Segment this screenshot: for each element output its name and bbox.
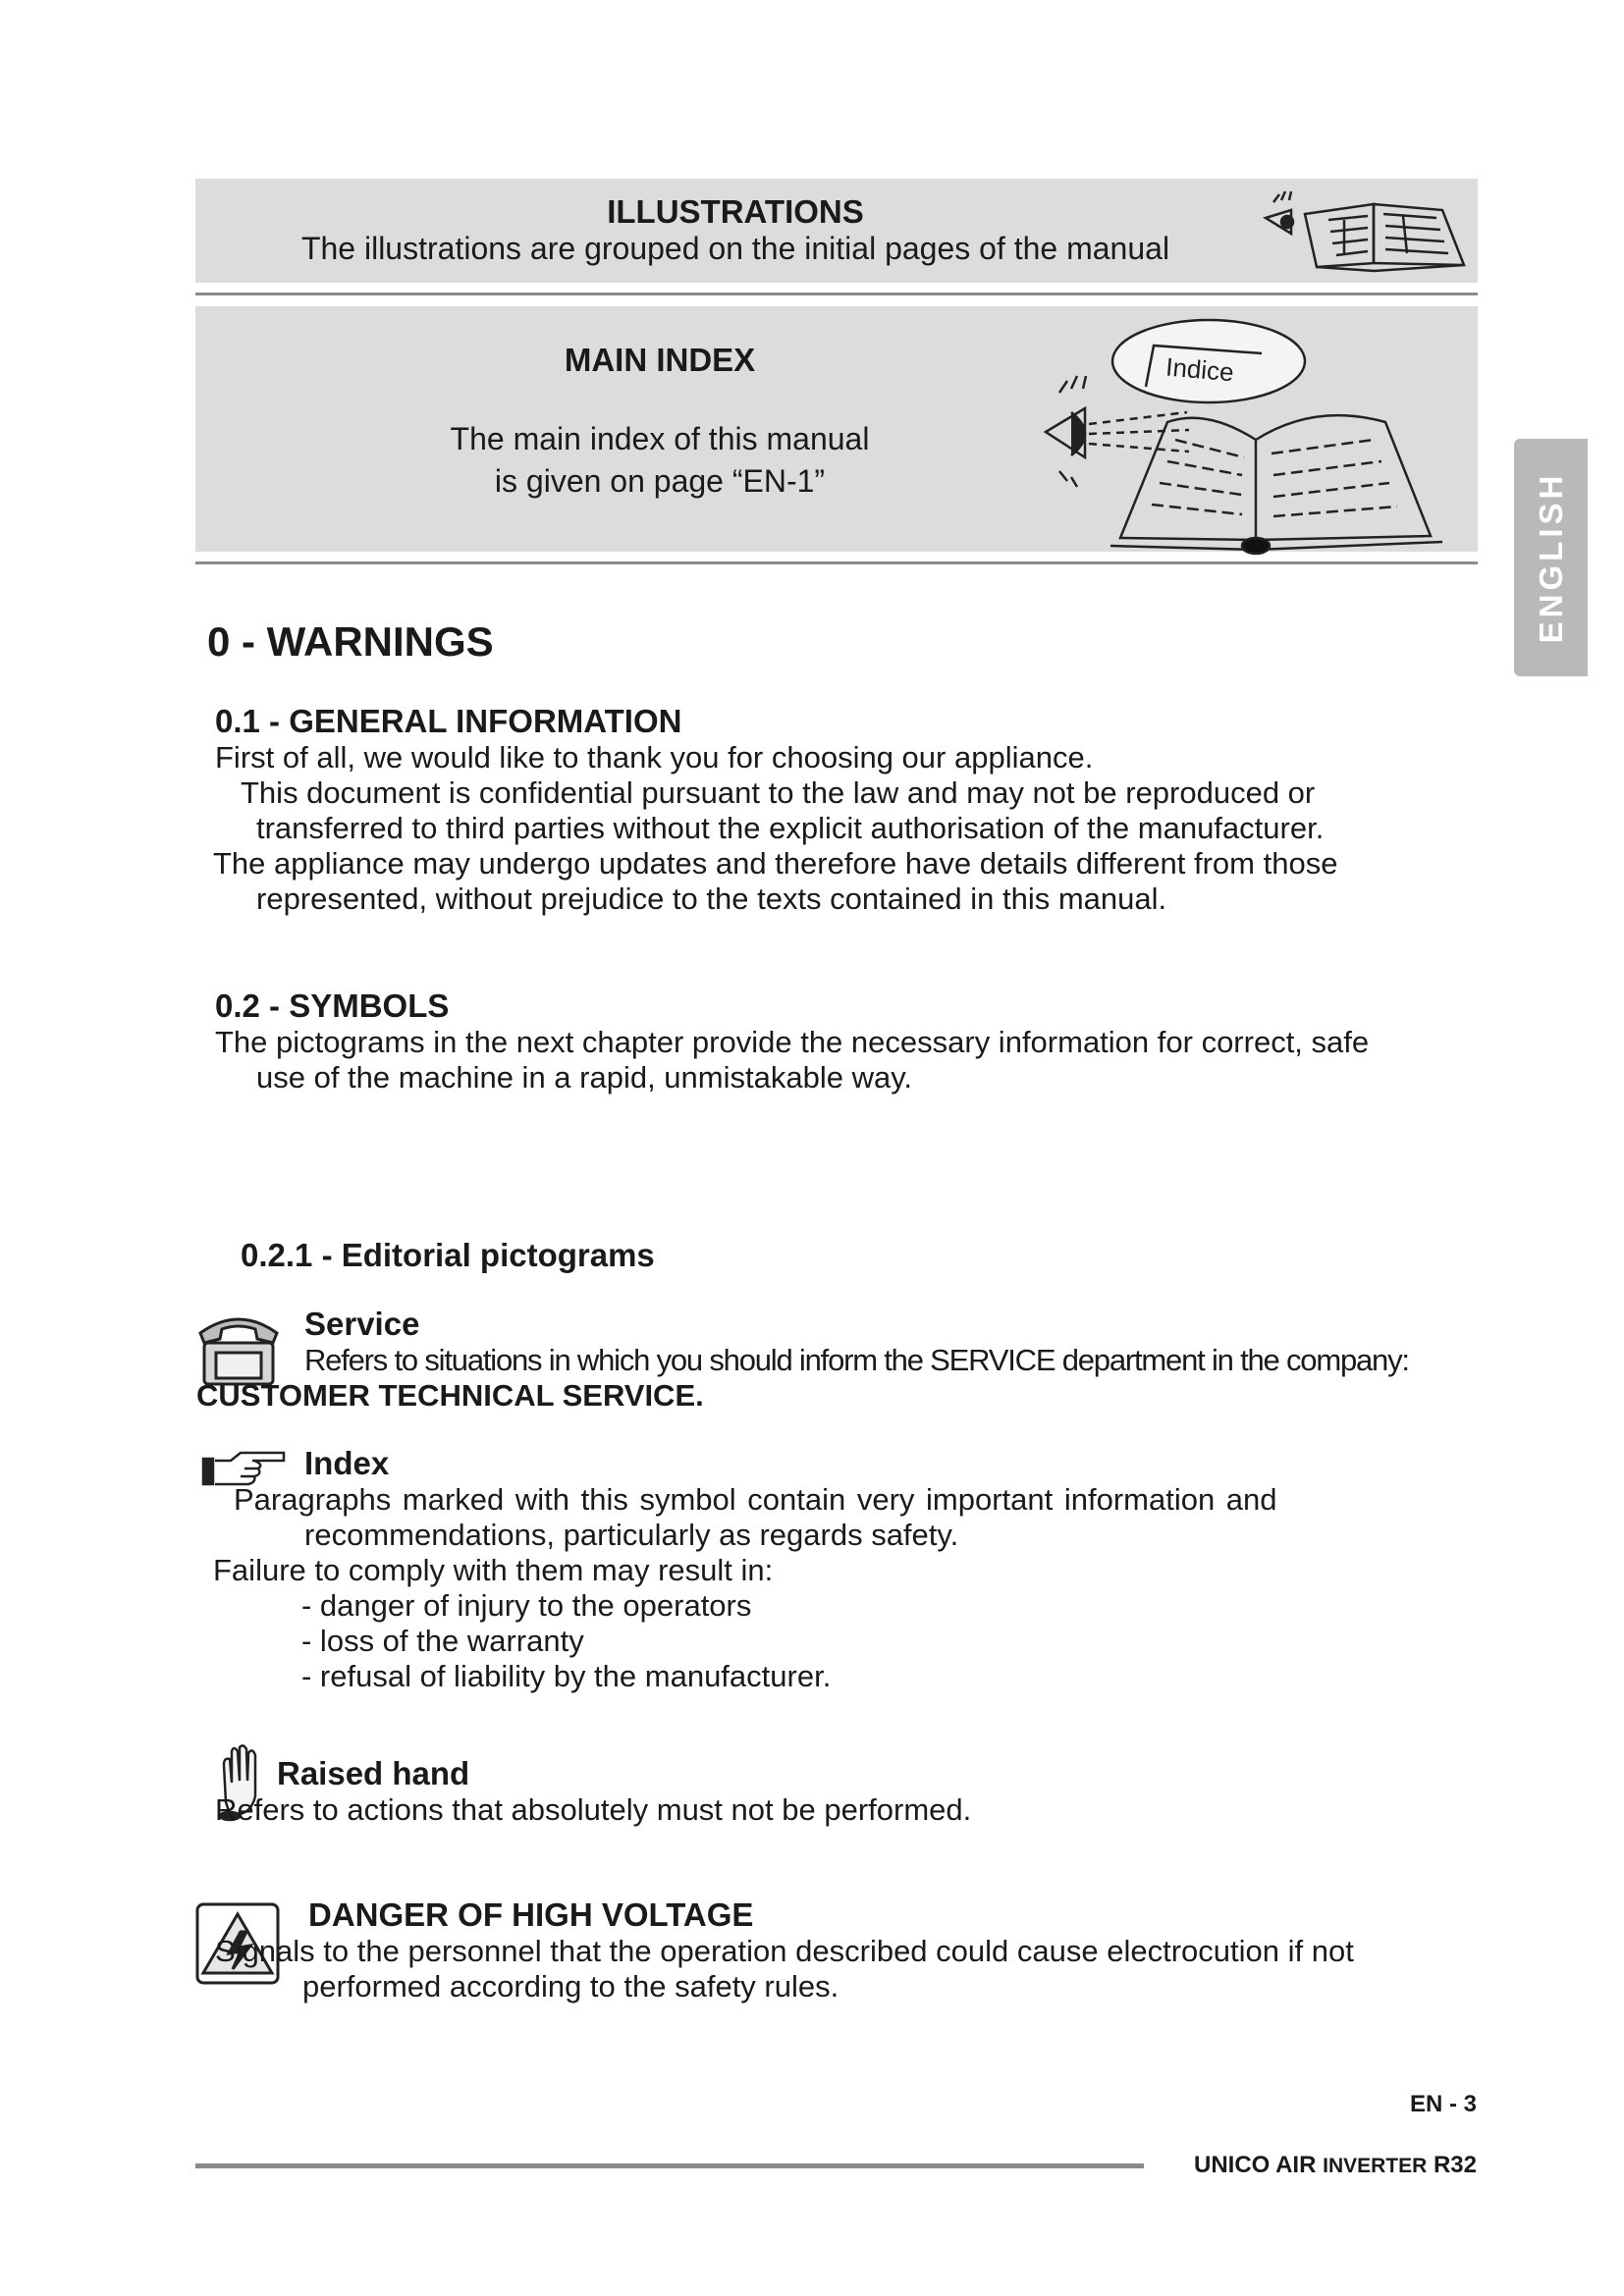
index-bullet-2: - loss of the warranty <box>301 1624 584 1658</box>
illustrations-box <box>195 179 1478 283</box>
service-line-1: Refers to situations in which you should inform the SERVICE department in the company: <box>304 1343 1409 1377</box>
main-index-line1: The main index of this manual <box>450 421 870 456</box>
section-warnings-title: 0 - WARNINGS <box>207 618 494 665</box>
language-tab-label: ENGLISH <box>1532 471 1569 644</box>
index-bullet-3: - refusal of liability by the manufacturer. <box>301 1659 832 1693</box>
high-voltage-line-2: performed according to the safety rules. <box>302 1969 839 2003</box>
product-name-end: R32 <box>1433 2152 1477 2178</box>
high-voltage-title: DANGER OF HIGH VOLTAGE <box>308 1896 754 1933</box>
raised-hand-title: Raised hand <box>277 1755 470 1791</box>
service-line-2: CUSTOMER TECHNICAL SERVICE. <box>196 1378 704 1413</box>
index-bullet-1: - danger of injury to the operators <box>301 1588 752 1623</box>
high-voltage-line-1: Signals to the personnel that the operation described could cause electrocution if not <box>215 1934 1354 1968</box>
general-info-line-3: transferred to third parties without the explicit authorisation of the manufacturer. <box>256 811 1325 845</box>
product-name-small: INVERTER <box>1323 2155 1428 2177</box>
section-symbols-title: 0.2 - SYMBOLS <box>215 988 450 1024</box>
main-index-title: MAIN INDEX <box>564 342 756 378</box>
section-editorial-pictograms-title: 0.2.1 - Editorial pictograms <box>241 1237 655 1273</box>
product-name-bold: UNICO AIR <box>1193 2152 1317 2178</box>
divider-middle <box>195 561 1478 564</box>
section-general-info-title: 0.1 - GENERAL INFORMATION <box>215 703 682 739</box>
general-info-line-2: This document is confidential pursuant to the law and may not be reproduced or <box>241 775 1316 810</box>
general-info-line-5: represented, without prejudice to the texts contained in this manual. <box>256 881 1167 916</box>
language-tab[interactable] <box>1514 439 1588 676</box>
general-info-line-4: The appliance may undergo updates and therefore have details different from those <box>213 846 1338 881</box>
illustrations-text: The illustrations are grouped on the initial pages of the manual <box>300 231 1170 266</box>
page-number: EN - 3 <box>1409 2091 1477 2117</box>
index-line-1: Paragraphs marked with this symbol contain very important information and <box>234 1482 1277 1517</box>
open-book-eye-icon <box>1020 314 1462 550</box>
index-title: Index <box>304 1445 390 1481</box>
product-name <box>1194 2152 1477 2179</box>
service-title: Service <box>304 1306 420 1342</box>
symbols-line-2: use of the machine in a rapid, unmistakable way. <box>256 1060 913 1095</box>
raised-hand-line-1: Refers to actions that absolutely must not be performed. <box>215 1792 972 1827</box>
footer-divider <box>195 2163 1144 2168</box>
indice-label: Indice <box>1164 351 1235 388</box>
index-line-2: recommendations, particularly as regards safety. <box>304 1518 959 1552</box>
main-index-line2: is given on page “EN-1” <box>494 463 826 499</box>
index-line-3: Failure to comply with them may result in: <box>213 1553 774 1587</box>
small-book-eye-icon <box>1246 187 1482 275</box>
main-index-box <box>195 306 1478 552</box>
illustrations-title: ILLUSTRATIONS <box>607 193 864 230</box>
telephone-icon <box>196 1309 281 1388</box>
general-info-line-1: First of all, we would like to thank you for choosing our appliance. <box>215 740 1094 774</box>
divider-top <box>195 293 1478 295</box>
symbols-line-1: The pictograms in the next chapter provide the necessary information for correct, safe <box>215 1025 1370 1059</box>
